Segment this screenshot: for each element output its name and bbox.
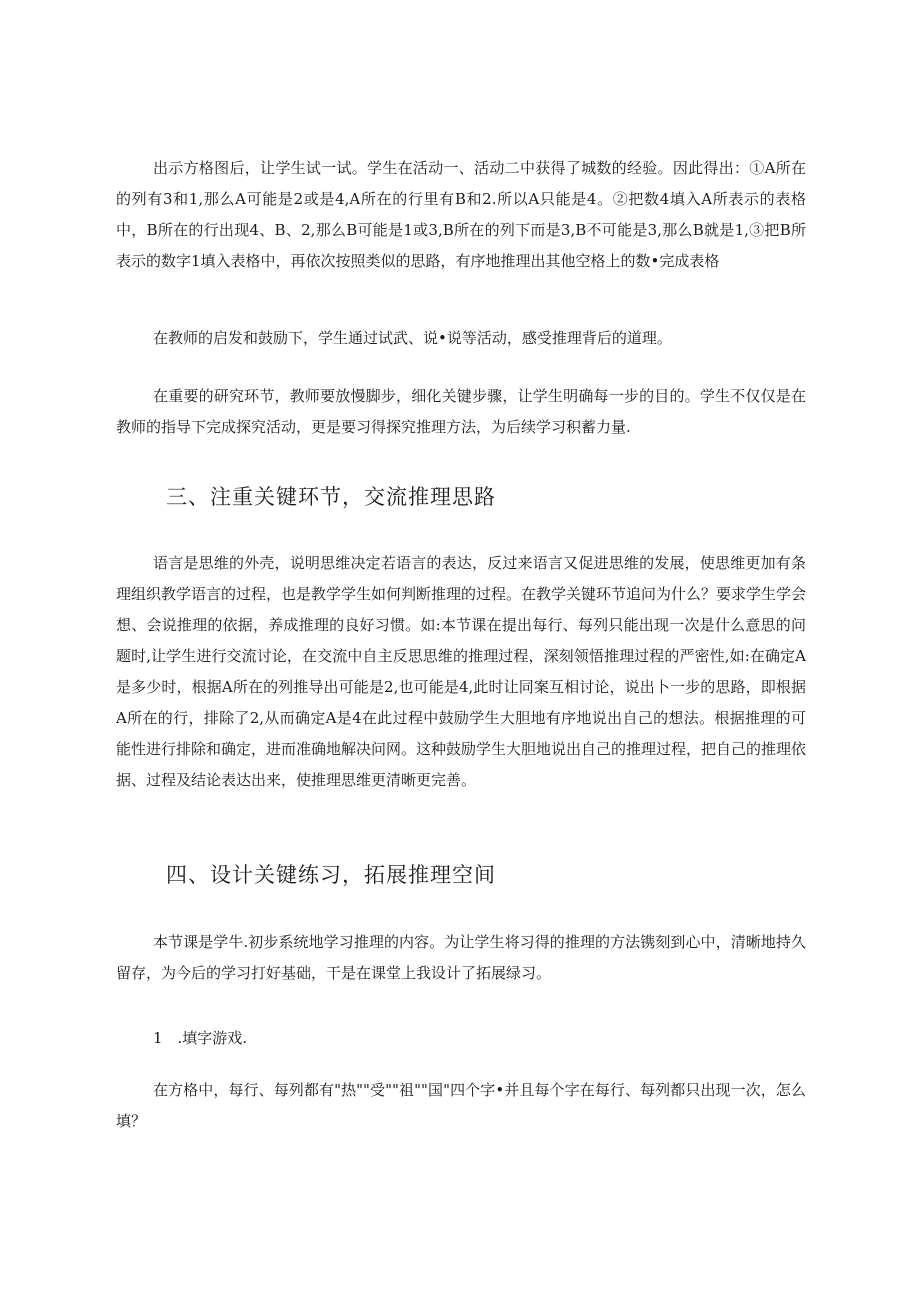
paragraph-key-steps: 在重要的研究环节，教师要放慢脚步，细化关键步骤，让学生明确每一步的目的。学生不仅仅是在教师的指导下完成探究活动，更是要习得探究推理方法，为后续学习积蓄力量. [116,387,806,436]
paragraph-reasoning-steps: 出示方格图后，让学生试一试。学生在活动一、活动二中获得了城数的经验。因此得出：①A所在的列有3和1,那么A可能是2或是4,A所在的行里有B和2.所以A只能是4。②把数4填入A所表示的表格中，B所在的行出现4、B、2,那么B可能是1或3,B所在的列下而是3,B不可能是3,那么B就是1,③把B所表示的数字1填入表格中，再依次按照类似的思路，有序地推理出其他空格上的数•完成表格 [116,159,806,270]
paragraph-extension-practice: 本节课是学牛.初步系统地学习推理的内容。为让学生将习得的推理的方法镌刻到心中，清晰地持久留存，为今后的学习打好基础，干是在课堂上我设计了拓展绿习。 [116,933,806,982]
list-item-fill-word-game: 1 .填字游戏. [153,1029,248,1047]
section-heading-3: 三、注重关键环节，交流推理思路 [166,485,496,509]
section-heading-4: 四、设计关键练习，拓展推理空间 [166,863,496,887]
paragraph-grid-question: 在方格中，每行、每列都有"热""受""祖""国"四个字•并且每个字在每行、每列都只出现一次，怎么填？ [116,1081,806,1130]
paragraph-teacher-guidance: 在教师的启发和鼓励下，学生通过试武、说•说等活动，感受推理背后的道理。 [153,329,672,347]
paragraph-language-thinking: 语言是思维的外壳，说明思维决定若语言的表达，反过来语言又促进思维的发展，使思维更加有条理组织教学语言的过程，也是教学学生如何判断推理的过程。在教学关键环节追问为什么？要求学生学会想、会说推理的依据，养成推理的良好习惯。如:本节课在提出每行、每列只能出现一次是什么意思的问题时,让学生进行交流讨论，在交流中自主反思思维的推理过程，深刻领悟推理过程的严密性,如:在确定A是多少时，根据A所在的列推导出可能是2,也可能是4,此时让同案互相讨论，说出卜一步的思路，即根据A所在的行，排除了2,从而确定A是4在此过程中鼓励学生大胆地有序地说出自己的想法。根据推理的可能性进行排除和确定，进而准确地解决问网。这种鼓励学生大胆地说出自己的推理过程，把自己的推理依据、过程及结论表达出来，使推理思维更清晰更完善。 [116,554,807,789]
